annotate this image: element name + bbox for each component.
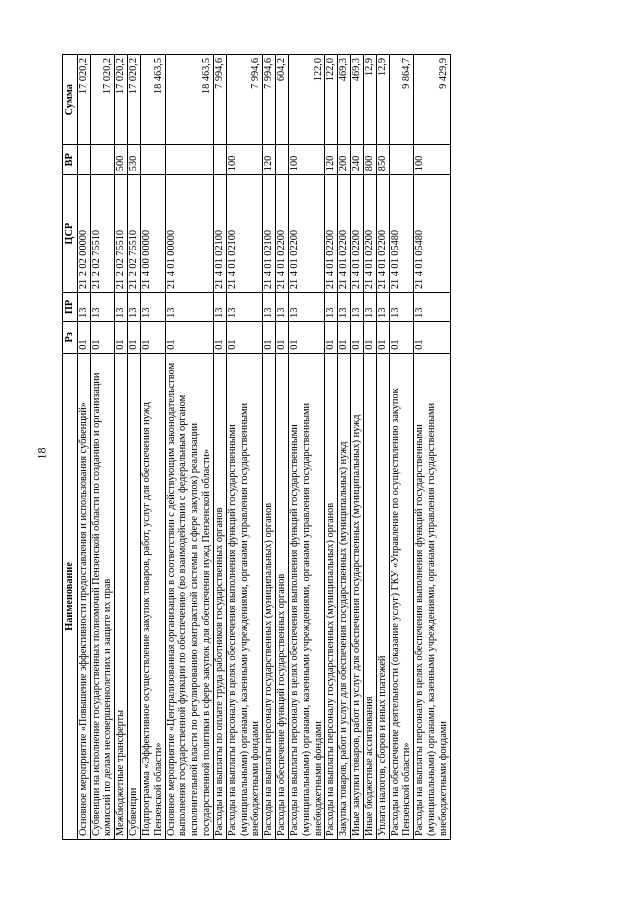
cell-csr: 21 4 01 02100 [213, 175, 226, 293]
cell-pr: 13 [213, 293, 226, 322]
table-row [263, 55, 276, 840]
table-row [226, 55, 262, 840]
cell-rz: 01 [90, 321, 115, 353]
cell-name: Закупка товаров, работ и услуг для обеспечения государственных (муниципальных) нужд [338, 353, 351, 839]
table-row [325, 55, 338, 840]
cell-pr: 13 [351, 293, 364, 322]
cell-rz: 01 [376, 321, 389, 353]
cell-name: Расходы на выплаты персоналу в целях обеспечения выполнения функций государственными (муниципальными) органами, казенными учреждениями, органами управления государственными внебюджетными фондами [288, 353, 324, 839]
table-header-row [63, 55, 78, 840]
cell-sum: 9 864,7 [389, 55, 414, 145]
cell-sum: 17 020,2 [77, 55, 90, 145]
cell-vr: 530 [128, 145, 141, 175]
cell-sum: 12,9 [363, 55, 376, 145]
cell-name: Межбюджетные трансферты [115, 353, 128, 839]
table-row [213, 55, 226, 840]
cell-pr: 13 [414, 293, 450, 322]
cell-rz: 01 [263, 321, 276, 353]
cell-sum: 18 463,5 [140, 55, 165, 145]
cell-csr: 21 2 02 75510 [128, 175, 141, 293]
cell-name: Субвенции на исполнение государственных полномочий Пензенской области по созданию и организации комиссий по делам несовершеннолетних и защите их прав [90, 353, 115, 839]
cell-sum: 17 020,2 [128, 55, 141, 145]
cell-csr: 21 4 01 05480 [414, 175, 450, 293]
page-number: 18 [34, 447, 49, 460]
table-row [140, 55, 165, 840]
cell-pr: 13 [288, 293, 324, 322]
table-row [376, 55, 389, 840]
cell-vr: 120 [263, 145, 276, 175]
cell-pr: 13 [115, 293, 128, 322]
rotated-table-container [62, 54, 451, 840]
cell-sum: 122,0 [325, 55, 338, 145]
cell-vr [90, 145, 115, 175]
cell-csr: 21 4 01 05480 [389, 175, 414, 293]
cell-pr: 13 [389, 293, 414, 322]
table-row [338, 55, 351, 840]
cell-rz: 01 [389, 321, 414, 353]
cell-vr: 850 [376, 145, 389, 175]
cell-vr [165, 145, 213, 175]
cell-pr: 13 [140, 293, 165, 322]
table-row [165, 55, 213, 840]
cell-sum: 17 020,2 [115, 55, 128, 145]
cell-csr: 21 2 02 75510 [90, 175, 115, 293]
cell-sum: 17 020,2 [90, 55, 115, 145]
cell-sum: 18 463,5 [165, 55, 213, 145]
header-rz: Рз [63, 321, 78, 353]
cell-rz: 01 [288, 321, 324, 353]
cell-rz: 01 [128, 321, 141, 353]
cell-name: Расходы на обеспечение функций государственных органов [276, 353, 289, 839]
cell-name: Расходы на выплаты персоналу в целях обеспечения выполнения функций государственными (муниципальными) органами, казенными учреждениями, органами управления государственными внебюджетными фондами [414, 353, 450, 839]
cell-csr: 21 2 02 00000 [77, 175, 90, 293]
cell-pr: 13 [165, 293, 213, 322]
cell-csr: 21 4 00 00000 [140, 175, 165, 293]
cell-rz: 01 [115, 321, 128, 353]
cell-csr: 21 4 01 00000 [165, 175, 213, 293]
cell-csr: 21 2 02 75510 [115, 175, 128, 293]
cell-vr: 240 [351, 145, 364, 175]
table-row [276, 55, 289, 840]
cell-csr: 21 4 01 02200 [276, 175, 289, 293]
cell-sum: 122,0 [288, 55, 324, 145]
cell-name: Иные бюджетные ассигнования [363, 353, 376, 839]
cell-name: Основное мероприятие «Повышение эффективности предоставления и использования субвенций» [77, 353, 90, 839]
cell-rz: 01 [351, 321, 364, 353]
cell-pr: 13 [226, 293, 262, 322]
cell-sum: 7 994,6 [213, 55, 226, 145]
cell-pr: 13 [263, 293, 276, 322]
cell-sum: 469,3 [338, 55, 351, 145]
cell-name: Расходы на обеспечение деятельности (оказание услуг) ГКУ «Управление по осуществлению закупок Пензенской области» [389, 353, 414, 839]
cell-vr [77, 145, 90, 175]
cell-rz: 01 [363, 321, 376, 353]
header-vr: ВР [63, 145, 78, 175]
header-pr: ПР [63, 293, 78, 322]
cell-vr [276, 145, 289, 175]
table-row [414, 55, 450, 840]
cell-rz: 01 [276, 321, 289, 353]
cell-pr: 13 [77, 293, 90, 322]
cell-csr: 21 4 01 02200 [288, 175, 324, 293]
cell-pr: 13 [376, 293, 389, 322]
cell-csr: 21 4 01 02200 [338, 175, 351, 293]
cell-rz: 01 [213, 321, 226, 353]
cell-vr [140, 145, 165, 175]
cell-csr: 21 4 01 02200 [363, 175, 376, 293]
cell-vr: 200 [338, 145, 351, 175]
cell-name: Уплата налогов, сборов и иных платежей [376, 353, 389, 839]
table-row [363, 55, 376, 840]
header-csr: ЦСР [63, 175, 78, 293]
cell-sum: 9 429,9 [414, 55, 450, 145]
cell-csr: 21 4 01 02100 [226, 175, 262, 293]
cell-name: Расходы на выплаты по оплате труда работников государственных органов [213, 353, 226, 839]
cell-vr: 500 [115, 145, 128, 175]
cell-sum: 7 994,6 [226, 55, 262, 145]
table-row [90, 55, 115, 840]
cell-pr: 13 [276, 293, 289, 322]
cell-sum: 7 994,6 [263, 55, 276, 145]
cell-csr: 21 4 01 02200 [351, 175, 364, 293]
cell-pr: 13 [363, 293, 376, 322]
cell-name: Расходы на выплаты персоналу государственных (муниципальных) органов [325, 353, 338, 839]
header-name: Наименование [63, 353, 78, 839]
cell-rz: 01 [77, 321, 90, 353]
table-row [77, 55, 90, 840]
cell-vr [389, 145, 414, 175]
cell-vr: 100 [226, 145, 262, 175]
header-sum: Сумма [63, 55, 78, 145]
cell-vr: 120 [325, 145, 338, 175]
cell-pr: 13 [325, 293, 338, 322]
cell-rz: 01 [165, 321, 213, 353]
cell-sum: 12,9 [376, 55, 389, 145]
table-body [77, 55, 450, 840]
cell-name: Основное мероприятие «Централизованная организация в соответствии с действующим законодательством выполнения государственной функции по обеспечению (во взаимодействии с федеральным органом исполнительной власти по регулированию контрактной системы в сфере закупок) реализации государственной политики в сфере закупок для обеспечения нужд Пензенской области» [165, 353, 213, 839]
cell-name: Подпрограмма «Эффективное осуществление закупок товаров, работ, услуг для обеспечения нужд Пензенской области» [140, 353, 165, 839]
cell-csr: 21 4 01 02100 [263, 175, 276, 293]
table-row [389, 55, 414, 840]
table-row [351, 55, 364, 840]
cell-name: Расходы на выплаты персоналу в целях обеспечения выполнения функций государственными (муниципальными) органами, казенными учреждениями, органами управления государственными внебюджетными фондами [226, 353, 262, 839]
table-row [115, 55, 128, 840]
cell-sum: 604,2 [276, 55, 289, 145]
cell-pr: 13 [338, 293, 351, 322]
table-row [128, 55, 141, 840]
cell-rz: 01 [140, 321, 165, 353]
cell-rz: 01 [338, 321, 351, 353]
cell-rz: 01 [226, 321, 262, 353]
cell-pr: 13 [128, 293, 141, 322]
cell-rz: 01 [325, 321, 338, 353]
cell-rz: 01 [414, 321, 450, 353]
table-row [288, 55, 324, 840]
cell-pr: 13 [90, 293, 115, 322]
cell-name: Субвенции [128, 353, 141, 839]
cell-csr: 21 4 01 02200 [325, 175, 338, 293]
cell-sum: 469,3 [351, 55, 364, 145]
budget-table [62, 54, 451, 840]
cell-vr [213, 145, 226, 175]
cell-vr: 100 [288, 145, 324, 175]
cell-csr: 21 4 01 02200 [376, 175, 389, 293]
cell-name: Иные закупки товаров, работ и услуг для обеспечения государственных (муниципальных) нужд [351, 353, 364, 839]
cell-name: Расходы на выплаты персоналу государственных (муниципальных) органов [263, 353, 276, 839]
cell-vr: 800 [363, 145, 376, 175]
cell-vr: 100 [414, 145, 450, 175]
